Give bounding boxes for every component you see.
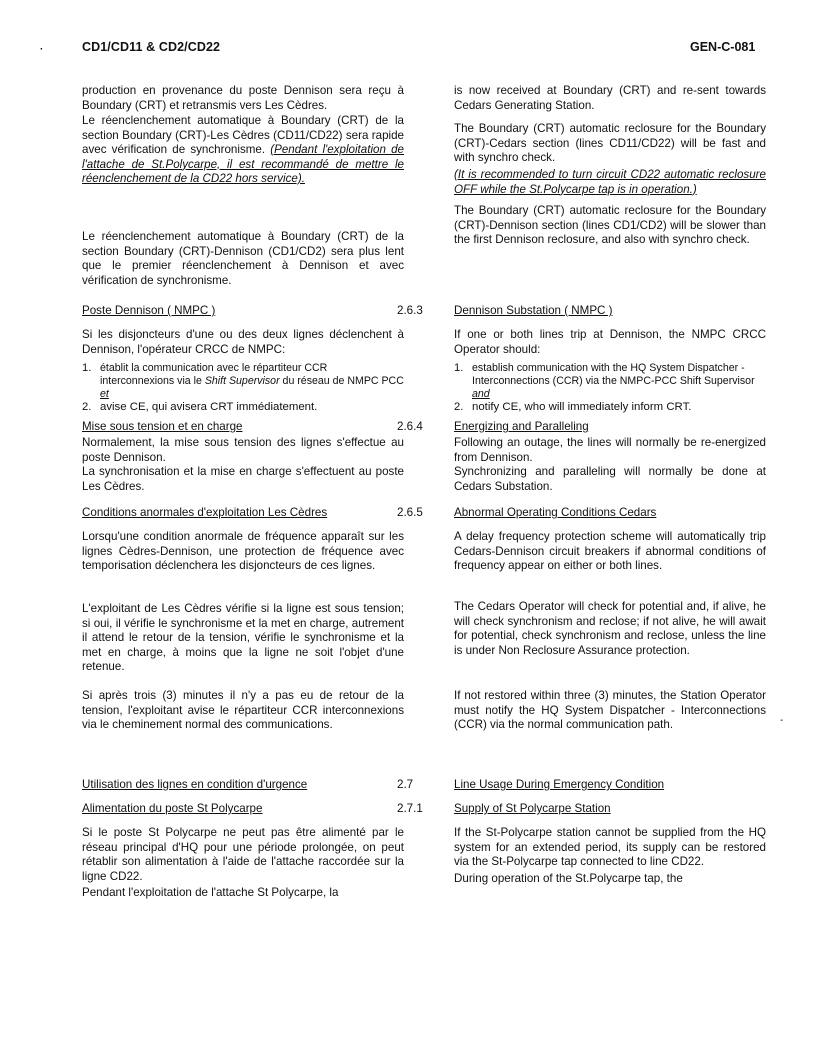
fr-paragraph: Normalement, la mise sous tension des lignes s'effectue au poste Dennison.: [82, 436, 404, 464]
header-lines-title: CD1/CD11 & CD2/CD22: [82, 40, 221, 54]
margin-mark: -: [780, 715, 784, 726]
fr-section-heading: Mise sous tension et en charge: [82, 420, 243, 433]
en-section-heading: Dennison Substation ( NMPC ): [454, 304, 613, 317]
en-section-heading: Supply of St Polycarpe Station: [454, 802, 611, 815]
section-number: 2.7: [397, 778, 414, 791]
fr-section-heading: Conditions anormales d'exploitation Les Cèdres: [82, 506, 328, 519]
en-paragraph: The Boundary (CRT) automatic reclosure for the Boundary (CRT)-Dennison section (lines CD1/CD2) will be slower than the first Dennison reclosure, and also with synchro check.: [454, 204, 766, 246]
en-paragraph: If one or both lines trip at Dennison, the NMPC CRCC Operator should:: [454, 328, 766, 356]
fr-section-heading: Alimentation du poste St Polycarpe: [82, 802, 263, 815]
en-paragraph: A delay frequency protection scheme will automatically trip Cedars-Dennison circuit breakers if abnormal conditions of frequency appear on either or both lines.: [454, 530, 766, 572]
en-section-heading: Abnormal Operating Conditions Cedars: [454, 506, 657, 519]
section-number: 2.6.3: [397, 304, 423, 317]
fr-paragraph: Le réenclenchement automatique à Boundary (CRT) de la section Boundary (CRT)-Dennison (CD1/CD2) sera plus lent que le premier réenclenchement à Dennison et avec vérification de synchronisme.: [82, 230, 404, 287]
en-list: [454, 362, 766, 414]
en-section-heading: Energizing and Paralleling: [454, 420, 589, 433]
section-number: 2.7.1: [397, 802, 423, 815]
fr-paragraph: L'exploitant de Les Cèdres vérifie si la ligne est sous tension; si oui, il vérifie le synchronisme et la met en charge, autrement il attend le retour de la tension, vérifie le synchronisme et la met en charge, à moins que la ligne ne soit l'objet d'une retenue.: [82, 602, 404, 673]
header-document-code: GEN-C-081: [690, 40, 756, 54]
fr-list-item: 1. établit la communication avec le répartiteur CCR interconnexions via le Shift Supervisor du réseau de NMPC PCC et: [82, 362, 404, 400]
fr-list-item: 2. avise CE, qui avisera CRT immédiatement.: [82, 401, 318, 414]
fr-paragraph: Si le poste St Polycarpe ne peut pas être alimenté par le réseau principal d'HQ pour une période prolongée, on peut rétablir son alimentation à l'aide de l'attache raccordée sur la ligne CD22.: [82, 826, 404, 883]
en-paragraph: If not restored within three (3) minutes, the Station Operator must notify the HQ System Dispatcher - Interconnections (CCR) via the normal communication path.: [454, 689, 766, 731]
en-paragraph: The Boundary (CRT) automatic reclosure for the Boundary (CRT)-Cedars section (lines CD11/CD22) will be fast and with synchro check.: [454, 122, 766, 164]
fr-paragraph: Si les disjoncteurs d'une ou des deux lignes déclenchent à Dennison, l'opérateur CRCC de NMPC:: [82, 328, 404, 356]
en-paragraph: (It is recommended to turn circuit CD22 automatic reclosure OFF while the St.Polycarpe tap is in operation.): [454, 168, 766, 196]
en-paragraph: The Cedars Operator will check for potential and, if alive, he will check synchronism and reclose; if not alive, he will await for potential, check synchronism and reclose, unless the line is under Non Reclosure Assurance protection.: [454, 600, 766, 657]
fr-paragraph: Pendant l'exploitation de l'attache St Polycarpe, la: [82, 886, 339, 899]
fr-paragraph: Lorsqu'une condition anormale de fréquence apparaît sur les lignes Cèdres-Dennison, une protection de fréquence avec temporisation déclenchera les disjoncteurs de ces lignes.: [82, 530, 404, 572]
en-section-heading: Line Usage During Emergency Condition: [454, 778, 665, 791]
fr-list: [82, 362, 404, 414]
en-paragraph: If the St-Polycarpe station cannot be supplied from the HQ system for an extended period, its supply can be restored via the St-Polycarpe tap connected to line CD22.: [454, 826, 766, 868]
en-paragraph: is now received at Boundary (CRT) and re-sent towards Cedars Generating Station.: [454, 84, 766, 112]
section-number: 2.6.4: [397, 420, 423, 433]
section-number: 2.6.5: [397, 506, 423, 519]
en-list-item: 2. notify CE, who will immediately inform CRT.: [454, 401, 692, 414]
fr-paragraph: Le réenclenchement automatique à Boundary (CRT) de la section Boundary (CRT)-Les Cèdres (CD11/CD22) sera rapide avec vérification de synchronisme. (Pendant l'exploitation de l'attache de St.Polycarpe, il est recommandé de mettre le réenclenchement de la CD22 hors service).: [82, 114, 404, 185]
fr-section-heading: Utilisation des lignes en condition d'urgence: [82, 778, 308, 791]
fr-paragraph: La synchronisation et la mise en charge s'effectuent au poste Les Cèdres.: [82, 465, 404, 493]
fr-paragraph: Si après trois (3) minutes il n'y a pas eu de retour de la tension, l'exploitant avise le répartiteur CCR interconnexions via le cheminement normal des communications.: [82, 689, 404, 731]
en-paragraph: During operation of the St.Polycarpe tap, the: [454, 872, 683, 885]
header-marker: ·: [40, 44, 44, 55]
fr-paragraph: production en provenance du poste Dennison sera reçu à Boundary (CRT) et retransmis vers Les Cèdres.: [82, 84, 404, 112]
page-header: [0, 40, 813, 60]
en-paragraph: Following an outage, the lines will normally be re-energized from Dennison.: [454, 436, 766, 464]
en-list-item: 1. establish communication with the HQ System Dispatcher - Interconnections (CCR) via the NMPC-PCC Shift Supervisor and: [454, 362, 755, 400]
en-paragraph: Synchronizing and paralleling will normally be done at Cedars Substation.: [454, 465, 766, 493]
fr-section-heading: Poste Dennison ( NMPC ): [82, 304, 216, 317]
